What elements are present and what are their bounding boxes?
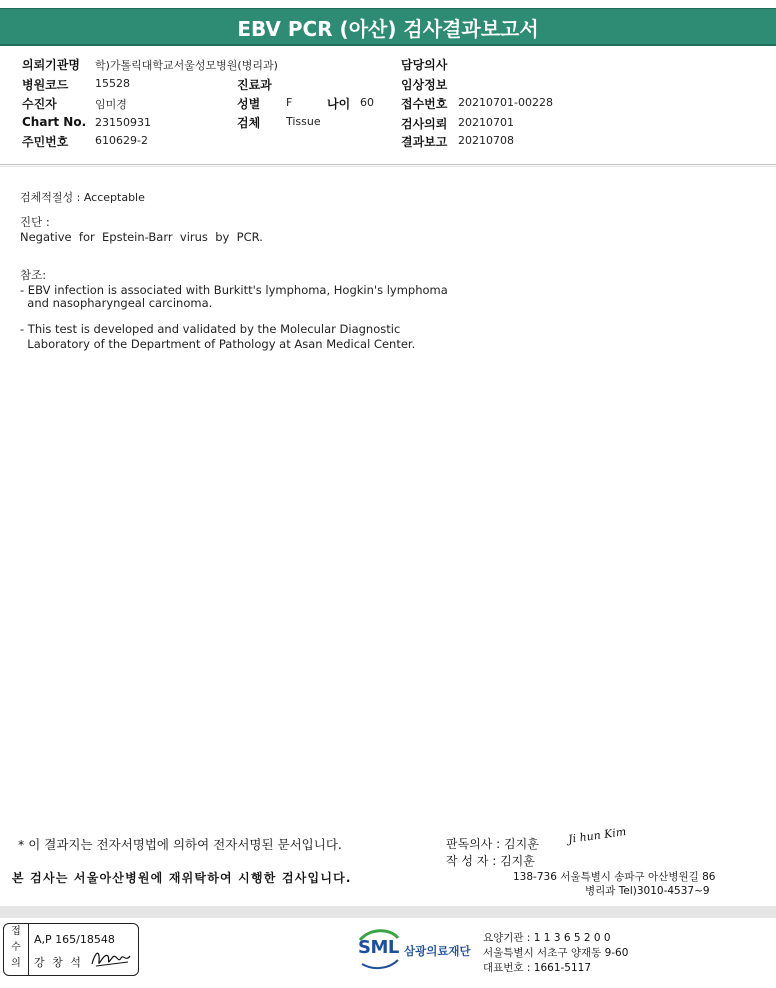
reference-label: 참조: (20, 268, 47, 282)
reader-value: 김지훈 (504, 837, 539, 851)
hospital-code-label: 병원코드 (22, 78, 69, 92)
logo-text: SML (358, 937, 399, 958)
consign-note: 본 검사는 서울아산병원에 재위탁하여 시행한 검사입니다. (12, 871, 352, 885)
seal-signature-icon (90, 946, 134, 972)
patient-value: 임미경 (95, 98, 127, 111)
adequacy-label: 검체적절성 : (20, 191, 84, 204)
age-value: 60 (360, 96, 374, 109)
sex-label: 성별 (237, 97, 261, 111)
rrn-label: 주민번호 (22, 135, 69, 149)
writer-label: 작 성 자 : (446, 854, 501, 868)
result-value: 20210708 (458, 134, 514, 147)
receipt-seal-box (3, 923, 139, 976)
reader-signature: Ji hun Kim (567, 825, 627, 846)
doctor-label: 담당의사 (401, 58, 448, 72)
chart-label: Chart No. (22, 115, 87, 129)
reference-1a: - EBV infection is associated with Burkitt's lymphoma, Hogkin's lymphoma (20, 283, 448, 297)
adequacy-value: Acceptable (83, 191, 145, 204)
foundation-phone: 대표번호 : 1661-5117 (483, 962, 592, 974)
rrn-value: 610629-2 (95, 134, 148, 147)
department-label: 진료과 (237, 78, 272, 92)
result-label: 결과보고 (401, 135, 448, 149)
foundation-name: 삼광의료재단 (404, 944, 471, 958)
clinical-label: 임상정보 (401, 78, 448, 92)
reference-2b: Laboratory of the Department of Pathology at Asan Medical Center. (20, 337, 416, 351)
bottom-band (0, 906, 776, 918)
esign-note: * 이 결과지는 전자서명법에 의하여 전자서명된 문서입니다. (18, 837, 342, 852)
institution-label: 의뢰기관명 (22, 58, 80, 72)
reference-1b: and nasopharyngeal carcinoma. (20, 296, 213, 310)
seal-char: 수 (11, 942, 21, 953)
care-code: 요양기관 : 1 1 3 6 5 2 0 0 (483, 932, 611, 944)
foundation-address: 서울특별시 서초구 양재동 9-60 (483, 947, 629, 959)
header-divider (0, 164, 776, 165)
request-label: 검사의뢰 (401, 117, 448, 131)
sex-value: F (286, 96, 293, 109)
institution-value: 학)가톨릭대학교서울성모병원(병리과) (95, 59, 278, 72)
seal-vertical-label (4, 924, 29, 975)
seal-line2: 강 창 석 (34, 956, 83, 969)
reader-label: 판독의사 : (446, 837, 505, 851)
writer-value: 김지훈 (500, 854, 535, 868)
asan-address: 138-736 서울특별시 송파구 아산병원길 86 (513, 871, 716, 883)
seal-line1: A,P 165/18548 (34, 933, 115, 946)
patient-label: 수진자 (22, 97, 57, 111)
specimen-value: Tissue (286, 115, 321, 128)
age-label: 나이 (327, 97, 351, 111)
receipt-value: 20210701-00228 (458, 96, 553, 109)
seal-char: 의 (11, 958, 21, 969)
reader-line (446, 835, 539, 852)
hospital-code-value: 15528 (95, 77, 130, 90)
specimen-label: 검체 (237, 116, 261, 130)
receipt-label: 접수번호 (401, 97, 448, 111)
header-divider-shadow (0, 166, 776, 167)
diagnosis-label: 진단 : (20, 215, 50, 229)
request-value: 20210701 (458, 116, 514, 129)
reference-2a: - This test is developed and validated by the Molecular Diagnostic (20, 322, 401, 336)
adequacy-line (20, 189, 145, 205)
report-title: EBV PCR (아산) 검사결과보고서 (0, 8, 776, 46)
seal-char: 접 (11, 926, 21, 937)
chart-value: 23150931 (95, 116, 151, 129)
diagnosis-text: Negative for Epstein-Barr virus by PCR. (20, 230, 263, 244)
asan-tel: 병리과 Tel)3010-4537~9 (585, 885, 710, 897)
writer-line (446, 852, 535, 869)
